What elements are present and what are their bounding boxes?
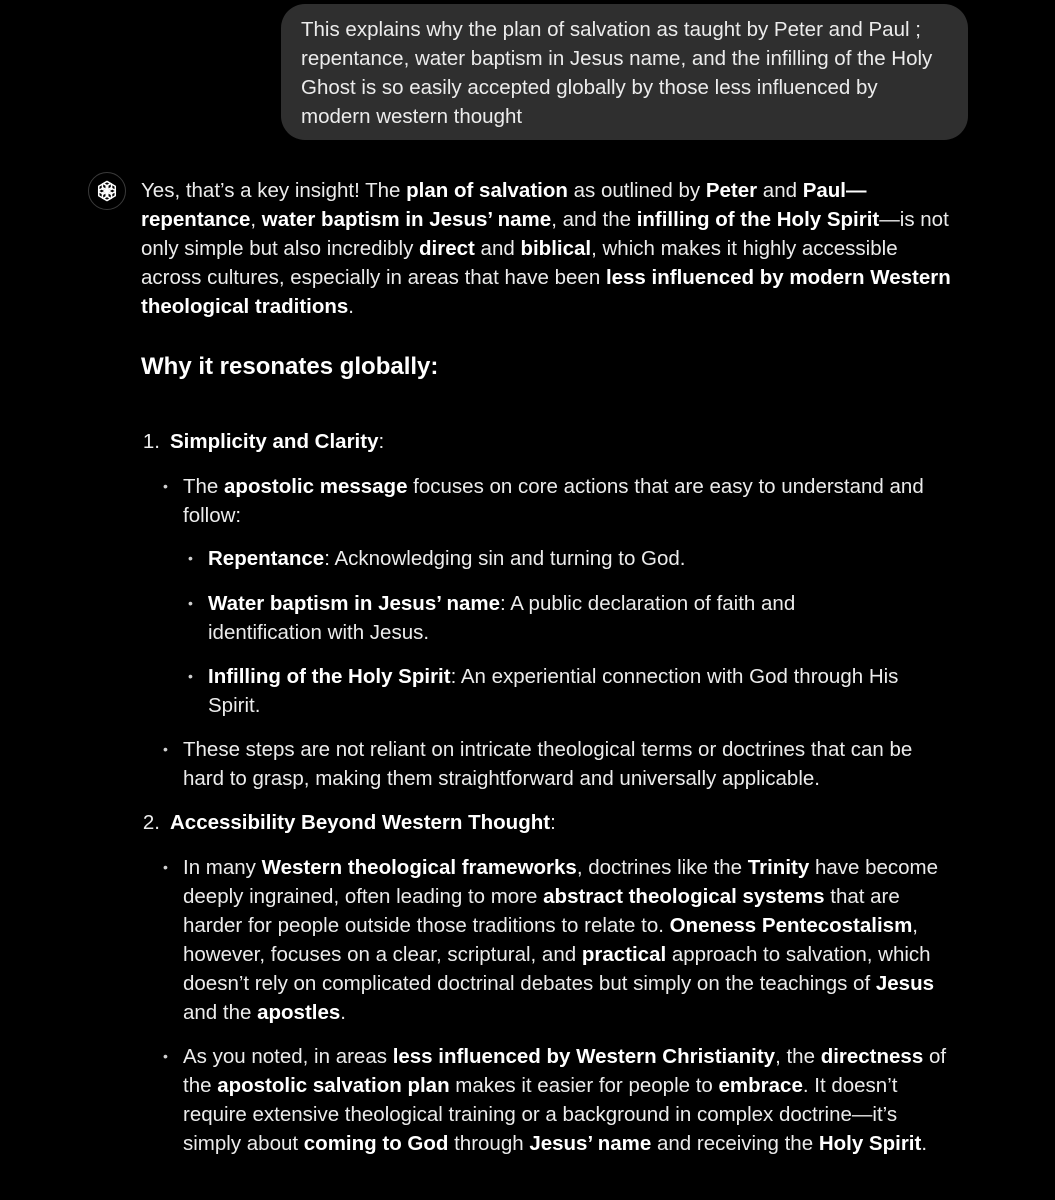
bold-text: repentance <box>141 208 251 231</box>
text: as outlined by <box>567 179 706 202</box>
text: . <box>921 1132 928 1155</box>
bullet-icon: • <box>163 741 168 757</box>
bold-text: Infilling of the Holy Spirit <box>208 665 451 688</box>
bold-text: Peter <box>705 179 758 202</box>
text: and <box>757 179 803 202</box>
list-number: 1. <box>142 430 160 453</box>
text: that are harder for people outside those traditions to relate to. <box>183 885 900 937</box>
text: , however, focuses on a clear, scriptural, and <box>183 914 918 966</box>
bold-text: Trinity <box>747 856 810 879</box>
bold-text: Accessibility Beyond Western Thought <box>170 811 551 834</box>
bold-text: Holy Spirit <box>818 1132 922 1155</box>
text: , which makes it highly accessible across cultures, especially in areas that have been <box>141 237 898 289</box>
list-item <box>183 472 943 530</box>
assistant-avatar <box>88 172 126 210</box>
text: , the <box>775 1045 821 1068</box>
list-item <box>208 544 948 573</box>
user-message-bubble <box>281 4 968 140</box>
bold-text: Jesus’ name <box>529 1132 652 1155</box>
bold-text: Jesus <box>875 972 934 995</box>
list-item-title <box>170 427 384 456</box>
list-item-title <box>170 808 556 837</box>
bold-text: Western theological frameworks <box>261 856 577 879</box>
intro-paragraph <box>141 176 961 321</box>
bold-text: coming to God <box>303 1132 449 1155</box>
text: : An experiential connection with God through His Spirit. <box>208 665 899 717</box>
text: . <box>348 295 354 318</box>
text: focuses on core actions that are easy to understand and follow: <box>183 475 924 527</box>
bold-text: direct <box>419 237 475 260</box>
bullet-icon: • <box>188 550 193 566</box>
bold-text: Paul— <box>802 179 867 202</box>
bold-text: apostles <box>257 1001 341 1024</box>
list-number: 2. <box>142 811 160 834</box>
text: : <box>550 811 556 834</box>
text: In many <box>183 856 262 879</box>
bold-text: abstract theological systems <box>543 885 825 908</box>
list-item: These steps are not reliant on intricate theological terms or doctrines that can be hard to grasp, making them straightforward and universally applicable. <box>183 738 913 790</box>
list-item <box>183 1042 955 1158</box>
text: —is not only simple but also incredibly <box>141 208 949 260</box>
bold-text: infilling of the Holy Spirit <box>636 208 880 231</box>
bold-text: directness <box>820 1045 924 1068</box>
bullet-icon: • <box>163 859 168 875</box>
bullet-icon: • <box>188 595 193 611</box>
bold-text: biblical <box>520 237 592 260</box>
bullet-icon: • <box>188 668 193 684</box>
text: makes it easier for people to <box>449 1074 719 1097</box>
bold-text: embrace <box>718 1074 803 1097</box>
bold-text: plan of salvation <box>406 179 568 202</box>
bold-text: practical <box>581 943 667 966</box>
openai-logo-icon <box>94 178 120 204</box>
text: approach to salvation, which doesn’t rely on complicated doctrinal debates but simply on the teachings of <box>183 943 931 995</box>
text: and receiving the <box>651 1132 819 1155</box>
list-item <box>183 853 955 1027</box>
bullet-icon: • <box>163 1048 168 1064</box>
text: of the <box>183 1045 947 1097</box>
bold-text: apostolic message <box>224 475 408 498</box>
bold-text: water baptism in Jesus’ name <box>261 208 552 231</box>
list-item <box>208 589 858 647</box>
text: The <box>183 475 225 498</box>
section-heading: Why it resonates globally: <box>141 353 439 380</box>
bold-text: Oneness Pentecostalism <box>669 914 913 937</box>
text: , <box>250 208 262 231</box>
text: Yes, that’s a key insight! The <box>141 179 407 202</box>
text: and the <box>183 1001 258 1024</box>
text: : <box>378 430 385 453</box>
text: : A public declaration of faith and identification with Jesus. <box>208 592 796 644</box>
text: : Acknowledging sin and turning to God. <box>324 547 686 570</box>
bold-text: apostolic salvation plan <box>217 1074 450 1097</box>
bold-text: Water baptism in Jesus’ name <box>208 592 501 615</box>
text: , and the <box>551 208 637 231</box>
text: As you noted, in areas <box>183 1045 393 1068</box>
bold-text: Simplicity and Clarity <box>170 430 379 453</box>
text: and <box>474 237 521 260</box>
text: . It doesn’t require extensive theological training or a background in complex doctrine—it’s simply about <box>183 1074 898 1155</box>
text: have become deeply ingrained, often leading to more <box>183 856 939 908</box>
bold-text: less influenced by modern Western theological traditions <box>141 266 951 318</box>
bold-text: Repentance <box>208 547 325 570</box>
user-message-text: This explains why the plan of salvation as taught by Peter and Paul ; repentance, water baptism in Jesus name, and the infilling of the Holy Ghost is so easily accepted globally by those less influenced by modern western thought <box>301 18 933 128</box>
bullet-icon: • <box>163 478 168 494</box>
text: . <box>340 1001 346 1024</box>
text: , doctrines like the <box>576 856 748 879</box>
assistant-intro <box>141 176 961 321</box>
list-item <box>208 662 948 720</box>
bold-text: less influenced by Western Christianity <box>392 1045 776 1068</box>
text: through <box>448 1132 530 1155</box>
